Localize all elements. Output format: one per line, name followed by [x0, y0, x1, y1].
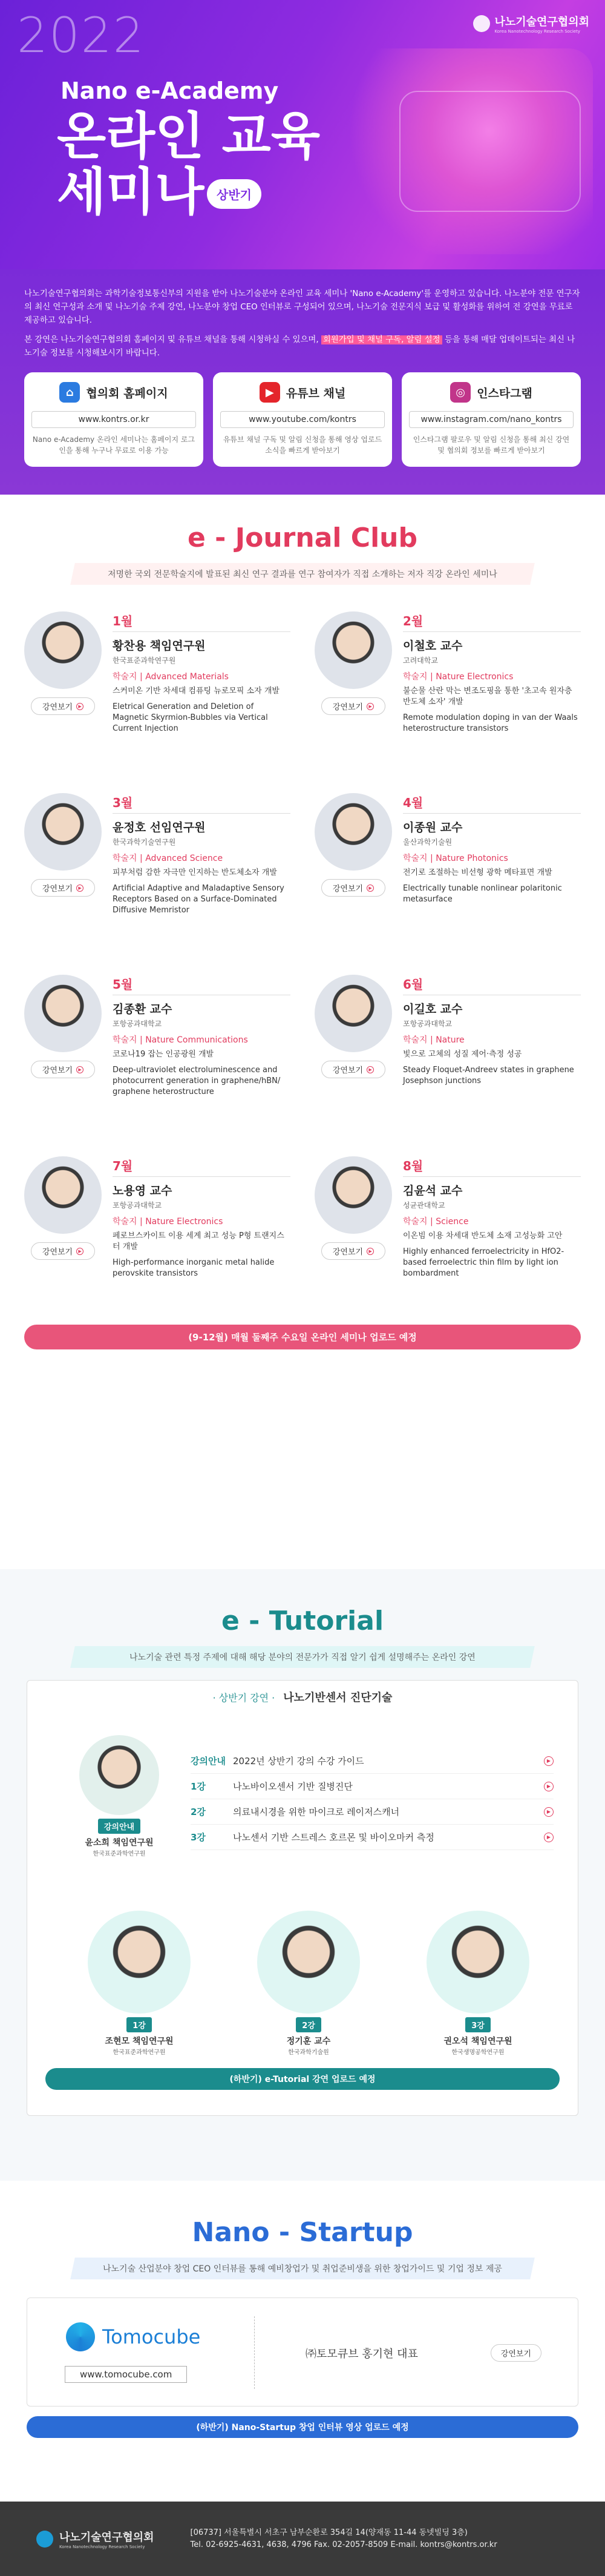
intro-paragraph-2 — [24, 334, 581, 360]
journal-club-tagline — [70, 563, 535, 585]
speaker-name: 김윤석 교수 — [403, 1184, 463, 1197]
speaker-month: 5월 — [113, 975, 290, 995]
play-icon[interactable]: ▶ — [544, 1782, 554, 1791]
speaker-photo — [315, 975, 392, 1052]
channel-cards — [24, 372, 581, 467]
startup-tagline-text: 나노기술 산업분야 창업 CEO 인터뷰를 통해 예비창업가 및 취업준비생을 위한 창업가이드 및 기업 정보 제공 — [103, 2264, 502, 2274]
watch-lecture-button[interactable] — [321, 697, 385, 715]
speaker-journal: 학술지 | Nature Electronics — [113, 1217, 223, 1227]
speaker-journal: 학술지 | Advanced Science — [113, 854, 223, 863]
speaker-journal: 학술지 | Advanced Materials — [113, 672, 229, 682]
lecture-row[interactable] — [191, 1774, 554, 1799]
lecturer-tag: 2강 — [296, 2017, 321, 2032]
speaker-info — [113, 975, 290, 1114]
startup-section — [0, 2181, 605, 2502]
lecturer-photo — [79, 1735, 159, 1815]
speaker-topic-en: Highly enhanced ferroelectricity in HfO2-based ferroelectric thin film by light ion bombardment — [403, 1247, 564, 1278]
lecturer-org: 한국표준과학연구원 — [113, 2049, 166, 2056]
hero-banner — [0, 0, 605, 269]
watch-lecture-button[interactable] — [31, 1061, 95, 1078]
watch-lecture-label: 강연보기 — [42, 1066, 73, 1075]
speaker-photo — [315, 1156, 392, 1234]
card-description: 인스타그램 팔로우 및 알림 신청을 통해 최신 강연 및 협의회 정보를 빠르게 받아보기 — [413, 435, 570, 455]
lecturer-photo — [427, 1911, 529, 2014]
speaker-topic-ko: 전기로 조절하는 비선형 광학 메타표면 개발 — [403, 868, 552, 877]
speaker-month: 3월 — [113, 793, 290, 814]
speaker-journal: 학술지 | Nature — [403, 1035, 465, 1045]
hero-year: 2022 — [17, 7, 145, 64]
channel-card[interactable] — [402, 372, 581, 467]
play-icon: ▶ — [367, 884, 374, 892]
speaker-photo — [24, 975, 102, 1052]
lecturer-tag: 3강 — [465, 2017, 491, 2032]
hero-badge: 상반기 — [207, 179, 261, 209]
lecture-row[interactable] — [191, 1748, 554, 1774]
speaker-org: 포항공과대학교 — [113, 1201, 162, 1210]
lecture-number: 강의안내 — [191, 1756, 226, 1767]
intro-paragraph-1: 나노기술연구협의회는 과학기술정보통신부의 지원을 받아 나노기술분야 온라인 교육 세미나 'Nano e-Academy'를 운영하고 있습니다. 나노분야 전문 연구자의 최신 연구성과 소개 및 나노기술 주제 강연, 나노분야 창업 CEO 인터뷰로 구성되어 있으며, 나노기술 전문지식 보급 및 활성화를 위하여 전 강연을 무료로 제공하고 있습니다. — [24, 289, 580, 325]
footer-address: [06737] 서울특별시 서초구 남부순환로 354길 14(양재동 11-44 동넷빌딩 3층) — [190, 2528, 468, 2537]
intro-text-b: 등을 통해 매달 업데이트되는 최신 나노기술 정보를 시청해보시기 바랍니다. — [24, 335, 575, 358]
speaker-org: 한국과학기술연구원 — [113, 838, 176, 846]
journal-club-tagline-text: 저명한 국외 전문학술지에 발표된 최신 연구 결과를 연구 참여자가 직접 소개하는 저자 직강 온라인 세미나 — [108, 570, 497, 579]
card-url[interactable]: www.youtube.com/kontrs — [220, 411, 385, 428]
watch-lecture-label: 강연보기 — [42, 703, 73, 712]
speaker-journal: 학술지 | Nature Electronics — [403, 672, 514, 682]
lecturer-org: 한국표준과학연구원 — [93, 1851, 146, 1857]
speaker-photo — [24, 1156, 102, 1234]
tomocube-logo-icon — [66, 2322, 95, 2351]
speaker-topic-en: Eletrical Generation and Deletion of Magnetic Skyrmion-Bubbles via Vertical Current Injection — [113, 702, 268, 733]
tutorial-schedule: (하반기) e-Tutorial 강연 업로드 예정 — [45, 2068, 560, 2090]
home-icon: ⌂ — [59, 382, 80, 403]
tutorial-topic: 나노기반센서 진단기술 — [283, 1692, 393, 1704]
lecturer-name: 권오석 책임연구원 — [443, 2037, 512, 2046]
speaker-journal: 학술지 | Nature Photonics — [403, 854, 508, 863]
lecturer-name: 조현모 책임연구원 — [105, 2037, 174, 2046]
ceo-name: ㈜토모큐브 홍기현 대표 — [306, 2348, 418, 2360]
play-icon[interactable]: ▶ — [544, 1833, 554, 1842]
watch-lecture-button[interactable] — [321, 879, 385, 897]
watch-lecture-button[interactable] — [321, 1061, 385, 1078]
footer-contact — [191, 2527, 497, 2551]
watch-lecture-label: 강연보기 — [332, 1066, 364, 1075]
play-icon: ▶ — [76, 1248, 83, 1255]
play-icon: ▶ — [367, 1248, 374, 1255]
speaker-journal: 학술지 | Nature Communications — [113, 1035, 248, 1045]
speaker-org: 포항공과대학교 — [113, 1020, 162, 1028]
company-logo — [66, 2322, 200, 2351]
lecture-row[interactable] — [191, 1825, 554, 1850]
card-description: 유튜브 채널 구독 및 알림 신청을 통해 영상 업로드 소식을 빠르게 받아보기 — [223, 435, 382, 455]
speaker-grid — [24, 611, 581, 1296]
lecture-title: 2022년 상반기 강의 수강 가이드 — [233, 1756, 364, 1767]
play-icon[interactable]: ▶ — [544, 1807, 554, 1817]
logo-subtitle: Korea Nanotechnology Research Society — [494, 29, 580, 34]
speaker-photo — [315, 793, 392, 871]
speaker-topic-ko: 불순물 산란 막는 변조도핑을 통한 '초고속 원자층 반도체 소자' 개발 — [403, 687, 572, 707]
startup-tagline — [70, 2258, 535, 2279]
speaker-photo — [24, 793, 102, 871]
lead-lecturer — [79, 1735, 159, 1857]
lecturer-row — [88, 1911, 529, 2056]
speaker-card — [24, 975, 290, 1114]
speaker-topic-ko: 스커미온 기반 차세대 컴퓨팅 뉴로모픽 소자 개발 — [113, 687, 280, 696]
lecturer-tag: 1강 — [126, 2017, 152, 2032]
speaker-org: 성균관대학교 — [403, 1201, 445, 1210]
speaker-topic-en: Steady Floquet-Andreev states in graphene Josephson junctions — [403, 1066, 574, 1085]
watch-lecture-button[interactable] — [31, 1242, 95, 1260]
speaker-info — [113, 793, 290, 932]
watch-lecture-button[interactable] — [31, 697, 95, 715]
speaker-info — [113, 611, 290, 751]
speaker-topic-ko: 이온빔 이용 차세대 반도체 소재 고성능화 고안 — [403, 1231, 563, 1240]
speaker-topic-en: Electrically tunable nonlinear polaritonic metasurface — [403, 884, 562, 904]
hero-title-line2: 세미나 — [57, 162, 204, 222]
speaker-topic-en: Deep-ultraviolet electroluminescence and photocurrent generation in graphene/hBN/ graphene heterostructure — [113, 1066, 281, 1096]
speaker-info — [403, 1156, 581, 1296]
speaker-left — [315, 1156, 392, 1296]
speaker-photo — [315, 611, 392, 689]
intro-section — [0, 269, 605, 495]
tutorial-tagline — [70, 1646, 535, 1668]
speaker-left — [24, 1156, 102, 1296]
logo-mark-icon — [473, 15, 490, 32]
speaker-topic-ko: 코로나19 잡는 인공광원 개발 — [113, 1050, 214, 1059]
speaker-name: 이종원 교수 — [403, 821, 463, 834]
speaker-org: 포항공과대학교 — [403, 1020, 453, 1028]
lecture-list — [191, 1748, 554, 1850]
play-icon: ▶ — [76, 1066, 83, 1073]
speaker-card — [315, 1156, 581, 1296]
speaker-month: 6월 — [403, 975, 581, 995]
speaker-card — [315, 793, 581, 932]
startup-title: Nano - Startup — [192, 2217, 413, 2248]
watch-lecture-label: 강연보기 — [42, 1248, 73, 1257]
speaker-month: 7월 — [113, 1156, 290, 1177]
speaker-left — [315, 793, 392, 932]
play-icon: ▶ — [367, 1066, 374, 1073]
lecturer-tag: 강의안내 — [98, 1819, 140, 1834]
play-icon: ▶ — [76, 703, 83, 710]
org-logo — [473, 13, 590, 34]
footer-logo — [36, 2529, 154, 2549]
lecturer-photo — [257, 1911, 360, 2014]
speaker-card — [24, 793, 290, 932]
speaker-left — [315, 975, 392, 1114]
play-icon: ▶ — [76, 884, 83, 892]
lecturer-card — [427, 1911, 529, 2056]
card-url[interactable]: www.kontrs.or.kr — [31, 411, 196, 428]
lecturer-card — [257, 1911, 360, 2056]
speaker-name: 이길호 교수 — [403, 1003, 463, 1016]
lecturer-org: 한국과학기술원 — [288, 2049, 329, 2056]
lecture-title: 나노센서 기반 스트레스 호르몬 및 바이오마커 측정 — [233, 1832, 434, 1843]
tutorial-title: e - Tutorial — [221, 1606, 384, 1636]
footer-title: 나노기술연구협의회 — [59, 2531, 154, 2544]
lecturer-name: 정기훈 교수 — [286, 2037, 331, 2046]
tutorial-tagline-text: 나노기술 관련 특정 주제에 대해 해당 분야의 전문가가 직접 알기 쉽게 설명해주는 온라인 강연 — [129, 1653, 476, 1662]
watch-lecture-label: 강연보기 — [42, 884, 73, 894]
speaker-org: 울산과학기술원 — [403, 838, 453, 846]
tutorial-term: · 상반기 강연 · — [212, 1692, 275, 1704]
speaker-name: 이철호 교수 — [403, 639, 463, 653]
hero-subtitle: Nano e-Academy — [60, 77, 279, 104]
lecture-row[interactable] — [191, 1799, 554, 1825]
startup-watch-button[interactable]: 강연보기 — [491, 2344, 541, 2362]
intro-text-a: 본 강연은 나노기술연구협의회 홈페이지 및 유튜브 채널을 통해 시청하실 수 있으며, — [24, 335, 319, 344]
speaker-name: 황찬용 책임연구원 — [113, 639, 206, 653]
speaker-org: 한국표준과학연구원 — [113, 656, 176, 665]
hero-title-line1: 온라인 교육 — [57, 107, 320, 166]
speaker-info — [403, 975, 581, 1114]
lecturer-name: 윤소희 책임연구원 — [85, 1838, 154, 1848]
tutorial-box-header — [27, 1689, 578, 1705]
play-icon[interactable]: ▶ — [544, 1756, 554, 1766]
lecture-number: 1강 — [191, 1781, 206, 1792]
watch-lecture-label: 강연보기 — [332, 884, 364, 894]
card-header — [31, 382, 196, 403]
speaker-name: 노용영 교수 — [113, 1184, 172, 1197]
lecture-number: 3강 — [191, 1832, 206, 1843]
speaker-card — [24, 611, 290, 751]
speaker-org: 고려대학교 — [403, 656, 438, 665]
speaker-journal: 학술지 | Science — [403, 1217, 469, 1227]
lecture-number: 2강 — [191, 1807, 206, 1817]
divider — [254, 2316, 255, 2389]
speaker-card — [315, 611, 581, 751]
startup-schedule: (하반기) Nano-Startup 창업 인터뷰 영상 업로드 예정 — [27, 2416, 578, 2438]
intro-highlight: 회원가입 및 채널 구독, 알림 설정 — [321, 335, 442, 344]
speaker-card — [315, 975, 581, 1114]
speaker-info — [113, 1156, 290, 1296]
speaker-topic-en: Artificial Adaptive and Maladaptive Sensory Receptors Based on a Surface-Dominated Diffusive Memristor — [113, 884, 284, 915]
speaker-topic-ko: 페로브스카이트 이용 세계 최고 성능 P형 트랜지스터 개발 — [113, 1231, 284, 1251]
page-footer — [0, 2502, 605, 2576]
speaker-left — [24, 611, 102, 751]
speaker-topic-en: High-performance inorganic metal halide perovskite transistors — [113, 1258, 275, 1278]
speaker-info — [403, 611, 581, 751]
card-title: 협의회 홈페이지 — [86, 386, 168, 400]
speaker-topic-en: Remote modulation doping in van der Waals heterostructure transistors — [403, 713, 578, 733]
watch-lecture-button[interactable] — [31, 879, 95, 897]
channel-card[interactable] — [24, 372, 203, 467]
footer-subtitle: Korea Nanotechnology Research Society — [59, 2544, 145, 2549]
hero-frame — [399, 91, 581, 212]
tutorial-section — [0, 1569, 605, 2181]
speaker-info — [403, 793, 581, 932]
lecturer-org: 한국생명공학연구원 — [451, 2049, 505, 2056]
speaker-left — [315, 611, 392, 751]
footer-phone: Tel. 02-6925-4631, 4638, 4796 Fax. 02-2057-8509 E-mail. kontrs@kontrs.or.kr — [190, 2540, 497, 2549]
speaker-topic-ko: 빛으로 고체의 성질 제어·측정 성공 — [403, 1050, 522, 1059]
speaker-left — [24, 975, 102, 1114]
speaker-topic-ko: 피부처럼 감한 자극만 인지하는 반도체소자 개발 — [113, 868, 277, 877]
speaker-name: 김종환 교수 — [113, 1003, 172, 1016]
lecture-title: 나노바이오센서 기반 질병진단 — [233, 1781, 353, 1792]
watch-lecture-label: 강연보기 — [332, 1248, 364, 1257]
speaker-photo — [24, 611, 102, 689]
speaker-name: 윤정호 선임연구원 — [113, 821, 206, 834]
speaker-card — [24, 1156, 290, 1296]
card-description: Nano e-Academy 온라인 세미나는 홈페이지 로그인을 통해 누구나 무료로 이용 가능 — [32, 435, 195, 455]
startup-box — [27, 2298, 578, 2406]
card-title: 인스타그램 — [477, 386, 532, 400]
tutorial-box — [27, 1680, 578, 2116]
journal-club-section — [0, 495, 605, 1569]
play-icon: ▶ — [367, 703, 374, 710]
journal-club-title: e - Journal Club — [188, 522, 417, 553]
lecture-title: 의료내시경을 위한 마이크로 레이저스캐너 — [233, 1807, 400, 1817]
footer-logo-icon — [36, 2531, 53, 2548]
company-name: Tomocube — [102, 2325, 201, 2348]
lecturer-photo — [88, 1911, 191, 2014]
card-title: 유튜브 채널 — [286, 386, 346, 400]
camera-icon: ◎ — [450, 382, 471, 403]
logo-title: 나노기술연구협의회 — [494, 16, 589, 28]
speaker-month: 2월 — [403, 611, 581, 632]
card-header — [220, 382, 385, 403]
company-url[interactable]: www.tomocube.com — [65, 2366, 187, 2383]
speaker-month: 1월 — [113, 611, 290, 632]
speaker-left — [24, 793, 102, 932]
channel-card[interactable] — [213, 372, 392, 467]
card-header — [409, 382, 574, 403]
card-url[interactable]: www.instagram.com/nano_kontrs — [409, 411, 574, 428]
speaker-month: 4월 — [403, 793, 581, 814]
speaker-month: 8월 — [403, 1156, 581, 1177]
watch-lecture-button[interactable] — [321, 1242, 385, 1260]
lecturer-card — [88, 1911, 191, 2056]
play-icon: ▶ — [260, 382, 280, 403]
watch-lecture-label: 강연보기 — [332, 703, 364, 712]
journal-club-schedule: (9-12월) 매월 둘째주 수요일 온라인 세미나 업로드 예정 — [24, 1325, 581, 1349]
